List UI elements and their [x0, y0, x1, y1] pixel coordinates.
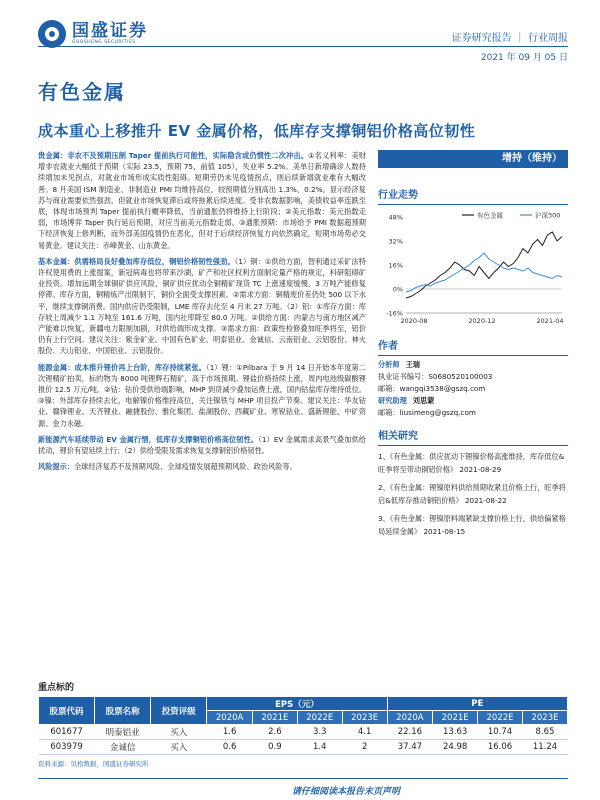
eps-cell: 1.6 — [207, 725, 253, 740]
x-tick-label: 2021-04 — [536, 317, 564, 325]
analyst-name: 王瑞 — [405, 360, 420, 369]
key-stocks-table — [38, 696, 568, 755]
footer-divider — [38, 778, 568, 779]
trend-section-title: 行业走势 — [378, 186, 568, 205]
pe-cell: 11.24 — [522, 740, 567, 755]
text-risk: 全球经济复苏不及预期风险、全球疫情发展超预期风险、政治风险等。 — [73, 462, 297, 472]
pe-cell: 24.98 — [433, 740, 478, 755]
eps-cell: 4.1 — [342, 725, 387, 740]
legend-label: 沪深300 — [535, 211, 561, 220]
paragraph-precious-metals — [38, 150, 366, 251]
stock-code: 601677 — [39, 725, 95, 740]
pe-year-header: 2023E — [522, 711, 567, 725]
eps-year-header: 2022E — [297, 711, 342, 725]
researcher-email[interactable]: liusimeng@gszq.com — [399, 408, 476, 417]
x-tick-label: 2020-12 — [468, 317, 496, 325]
pe-year-header: 2020A — [387, 711, 433, 725]
related-item[interactable] — [378, 481, 568, 507]
related-section-title: 相关研究 — [378, 427, 568, 446]
paragraph-risk — [38, 461, 366, 472]
rating-badge: 增持（维持） — [378, 150, 568, 168]
logo-cn: 国盛证券 — [72, 21, 148, 41]
key-stocks-title: 重点标的 — [38, 683, 75, 693]
lead-ev-metals: 新能源汽车延续带动 EV 金属行情，低库存支撑铜铝价格高位韧性。 — [38, 434, 259, 444]
paragraph-base-metals — [38, 256, 366, 357]
analyst-email[interactable]: wangqi3538@gszq.com — [399, 384, 486, 393]
table-row — [39, 740, 568, 755]
related-item-text: 3、《有色金属：锂镍原料端紧缺支撑价格上行，供给偏紧格局延续金属》 — [378, 514, 566, 536]
industry-title: 有色金属 — [38, 80, 126, 104]
lead-precious-metals: 贵金属：非农不及预期压制 Taper 提前执行可能性，实际隐含或仍惯性二次冲击。 — [38, 151, 309, 160]
related-item-text: 1、《有色金属：供应扰动下锂镍价格高涨维持，库存低位&旺季将至带动铜铝价格》 — [378, 452, 565, 474]
related-item-date: 2021-08-22 — [464, 496, 507, 505]
eps-year-header: 2021E — [252, 711, 297, 725]
col-name-header: 股票名称 — [95, 697, 151, 725]
text-ev-metals: （1）EV 金属需求高景气叠加供给扰动，锂价有望延续上行；（2）供给受限及需求恢复支撑铜铝价格韧性。 — [38, 434, 366, 456]
header-divider — [38, 46, 568, 47]
researcher-label: 研究助理 — [378, 396, 407, 405]
analyst-label: 分析师 — [378, 360, 400, 369]
report-headline: 成本重心上移推升 EV 金属价格，低库存支撑铜铝价格高位韧性 — [38, 122, 476, 140]
col-code-header: 股票代码 — [39, 697, 95, 725]
email1-label: 邮箱： — [378, 384, 400, 393]
pe-cell: 8.65 — [522, 725, 567, 740]
footer-disclaimer: 请仔细阅读本报告末页声明 — [291, 787, 400, 797]
x-tick-label: 2020-08 — [400, 317, 428, 325]
stock-rating: 买入 — [151, 740, 207, 755]
related-item[interactable] — [378, 512, 568, 538]
col-pe-header: PE — [387, 697, 567, 711]
text-energy-metals: （1）锂：①Pilbara 于 9 月 14 日开始本年度第二次锂精矿拍卖，标的物为 8000 吨锂辉石精矿，高于市场预期。锂盐价格持续上涨，周内电池级碳酸锂报价 12.5 万元/吨。②钴：钴价受供给端影响，MHP 到货减少叠加运费上涨，国内钴盐库存维持低位。③镍：外部库存持续去化，电解镍价格维持高位，关注镍铁与 MHP 项目投产节奏。建议关注：华友钴业、赣锋锂业、天齐锂业、融捷股份、雅化集团、盐湖股份、西藏矿业、寒锐钴业、盛新锂能、中矿资源、金力永磁。 — [38, 362, 366, 428]
paragraph-ev-metals — [38, 434, 366, 456]
lead-base-metals: 基本金属：供需格局良好叠加库存低位，铜铝价格韧性强劲。 — [38, 256, 235, 266]
pe-cell: 13.63 — [433, 725, 478, 740]
email2-row — [378, 407, 568, 419]
pe-cell: 16.06 — [478, 740, 523, 755]
stock-code: 603979 — [39, 740, 95, 755]
lead-risk: 风险提示： — [38, 462, 74, 472]
page-footer — [0, 778, 600, 800]
logo-en: GUOSHENG SECURITIES — [72, 40, 136, 45]
researcher-name: 刘思蒙 — [412, 396, 435, 405]
stock-name: 金诚信 — [95, 740, 151, 755]
eps-cell: 1.4 — [297, 740, 342, 755]
trend-chart-svg — [378, 209, 568, 329]
text-base-metals: （1）铜：①供给方面，智利通过采矿法特许权使用费的上涨提案，新冠病毒也将带来沙湖，矿产和社区权利方面制定量产格的规定，科研阻碍矿业投资。增加远期全球铜矿供应风险，铜矿供应扰动全铜精矿现货 TC 上涨速度缓慢，3 万吨产能修复停滞。库存方面，铜精炼产出限制下，铜价全面受支撑因素。②需求方面：铜精废价差仍处 500 以下水平，继续支撑铜消费。国内供应仍受限制，LME 库存去化至 4 月末 27 万吨。（2）铝：①库存方面：库存较上周减少 1.1 万吨至 161.6 万吨，国内社库降至 80.0 万吨。②供给方面：内蒙古与南方地区减产产能难以恢复，新疆电力限制加剧，对供给端形成支撑。③需求方面：政策性检修叠加旺季将至，铝价仍有上行空间。建议关注：紫金矿业、中国有色矿业、明泰铝业、金诚信、云南铝业、云铝股份、神火股份、天山铝业、中国铝业、云铝股份。 — [38, 256, 366, 356]
analyst-row — [378, 359, 568, 371]
key-stocks — [38, 680, 568, 768]
table-row — [39, 725, 568, 740]
eps-cell: 2 — [342, 740, 387, 755]
sidebar — [378, 150, 568, 543]
email2-label: 邮箱： — [378, 408, 400, 417]
y-tick-label: 48% — [388, 213, 403, 222]
author-info — [378, 359, 568, 419]
email1-row — [378, 383, 568, 395]
logo-mark-icon — [38, 20, 66, 48]
stock-rating: 买入 — [151, 725, 207, 740]
pe-cell: 10.74 — [478, 725, 523, 740]
eps-year-header: 2023E — [342, 711, 387, 725]
legend-label: 有色金属 — [477, 211, 503, 220]
text-precious-metals: ①名义利率：美财增非农就业大幅低于预期（实际 23.5，预期 75，前值 105），失业率 5.2%。美单日新增确诊人数持续增加未见拐点，对就业市场形成实质性阻碍。短期劳仍未见疫情拐点，则后续新增就业难有大幅改善。8 月美国 ISM 制造业、非制造业 PMI 均维持高位，较预期值分别高出 1.3%、0.2%。显示经济复苏与商业需要依然强劲，但就业市场恢复滞后或将拖累后续进度。受非农数据影响，美债收益率连跌至底，体现市场预判 Taper 提前执行概率降低，当前通胀仍将维持上行阶段；②美元指数：美元指数走弱，市场博弈 Taper 执行延后预期，对应当前美元指数走弱。③通胀预期：市场给予 PMI 数据超预期下经济恢复上修判断，而外部美国疫情仍在恶化，但对于后续经济恢复方向依然确定，短期市场势必交易黄金。建议关注：赤峰黄金、山东黄金。 — [38, 151, 366, 250]
related-research-list — [378, 450, 568, 538]
license-row — [378, 371, 568, 383]
report-header — [0, 0, 600, 66]
col-rating-header: 投资评级 — [151, 697, 207, 725]
paragraph-energy-metals — [38, 362, 366, 429]
y-tick-label: -16% — [386, 309, 403, 318]
col-eps-header: EPS（元） — [207, 697, 387, 711]
author-section-title: 作者 — [378, 337, 568, 356]
y-tick-label: 32% — [388, 237, 403, 246]
trend-chart — [378, 209, 568, 329]
license-number: S0680520100003 — [428, 372, 493, 381]
series-line — [406, 232, 562, 298]
pe-year-header: 2022E — [478, 711, 523, 725]
eps-cell: 0.6 — [207, 740, 253, 755]
related-item-date: 2021-08-29 — [459, 465, 502, 474]
eps-cell: 0.9 — [252, 740, 297, 755]
y-tick-label: 16% — [388, 261, 403, 270]
license-label: 执业证书编号： — [378, 372, 429, 381]
data-source: 资料来源：贝格数据，国盛证券研究所 — [38, 760, 149, 768]
y-tick-label: 0% — [392, 285, 403, 294]
related-item-text: 2、《有色金属：锂镍原料供给预期收紧且价格上行，旺季将启&低库存推动铜铝价格》 — [378, 483, 566, 505]
eps-cell: 2.6 — [252, 725, 297, 740]
researcher-row — [378, 395, 568, 407]
related-item-date: 2021-08-15 — [423, 527, 466, 536]
report-type: 证券研究报告 ｜ 行业周报 — [451, 33, 568, 44]
pe-year-header: 2021E — [433, 711, 478, 725]
pe-cell: 37.47 — [387, 740, 433, 755]
lead-energy-metals: 能源金属：成本推升锂价再上台阶，库存持续紧张。 — [38, 362, 206, 372]
related-item[interactable] — [378, 450, 568, 476]
pe-cell: 22.16 — [387, 725, 433, 740]
eps-year-header: 2020A — [207, 711, 253, 725]
eps-cell: 3.3 — [297, 725, 342, 740]
company-logo — [38, 20, 148, 48]
stock-name: 明泰铝业 — [95, 725, 151, 740]
report-date: 2021 年 09 月 05 日 — [480, 53, 568, 63]
report-body — [38, 150, 366, 477]
